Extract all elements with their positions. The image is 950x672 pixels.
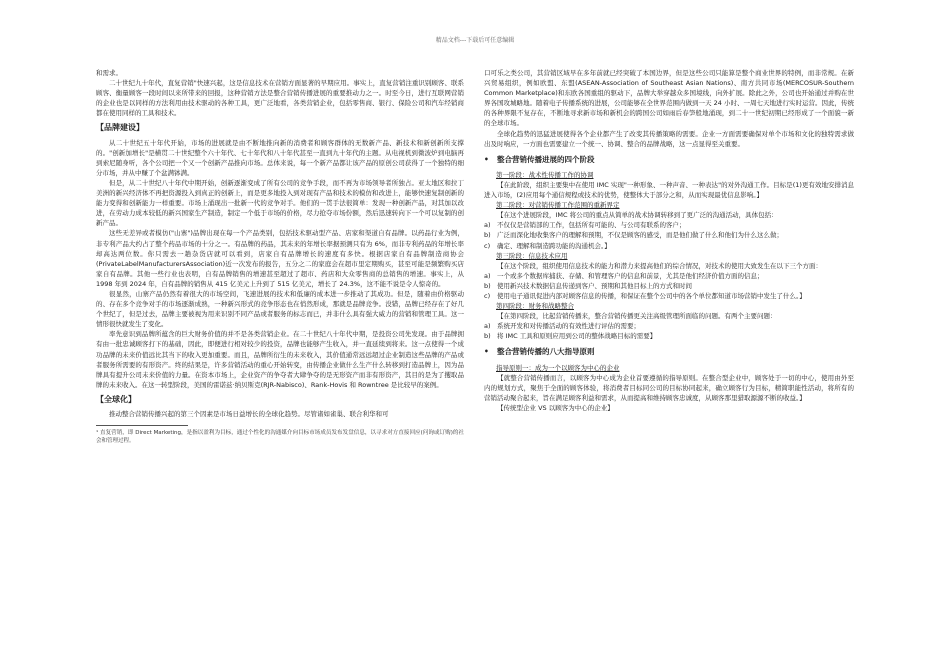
list-item-text: 使用电子通讯促进内部对顾客信息的传播，和保证在整个公司中的各个单位都知道市场营销中发生了什么。】: [497, 291, 806, 300]
paragraph: 很显然，山寨产品仍然有着很大的市场空间，飞速进展的技术和低廉的成本进一步推动了其成功。但是，随着由价格驱动的、存在多个竞争对手的市场逐渐成熟，一种新兴形式的竞争形态也在悄然形成，那就是品牌竞争。没错，品牌已经存在了好几个世纪了，但是过去，品牌主要被视为用来识别不同产品或者服务的标志而已，并非什么具有强大威力的营销和管理工具。这一情形很快就发生了变化。: [96, 289, 464, 329]
paragraph: 但是，从二十世纪八十年代中期开始，创新逐渐变成了所有公司的竞争手段，而不再为市场领导者所独占。亚太地区和拉丁美洲的新兴经济体不再把资源投入到真正的创新上，而是更多地投入到对现有产品和技术的模仿和改进上，能够快速复制创新的能力变得和创新能力一样重要。市场上涌现出一批新一代的竞争对手。他们的一贯手法很简单：发现一种创新产品，对其加以改进，在劳动力成本较低的新兴国家生产制造，制定一个低于市场的价格，尽力抢夺市场份额，然后迅速转向下一个可以复制的创新产品。: [96, 178, 464, 228]
list-item: [484, 291, 854, 301]
bullet-icon: •: [484, 347, 489, 357]
paragraph: 这些无差异或者模仿("山寨")品牌出现在每一个产品类别，包括技术驱动型产品、店家和渠道自有品牌。以药品行业为例，非专利产品大约占了整个药品市场的十分之一。有品牌的药品，其未来的年增长率据预测只有为 6%，而非专利药品的年增长率却高达两位数。你只需去一趟杂货店就可以看到，店家自有品牌增长的速度有多快。根据店家自有品牌制造商协会(PrivateLabelManufacturersAssociation)近一次发布的报告，五分之二的家庭会在超市里定期购买，甚至可能是频繁购买店家自有品牌。其他一些行业也表明，自有品牌销售的增速甚至超过了超市、药店和大众零售商的总销售的增速。事实上，从 1998 年到 2024 年，自有品牌的销售从 415 亿美元上升到了 515 亿美元，增长了 24.3%，这不能不说是令人惊奇的。: [96, 229, 464, 288]
paragraph: 推动整合营销传播兴起的第三个因素是市场日益增长的全球化趋势。尽管诸如雀巢、联合利华和可: [109, 410, 389, 418]
stage-subheading: 第二阶段：对营销传播工作范围的重新界定: [496, 201, 620, 210]
paragraph: 和需求。: [96, 69, 122, 77]
bullet-icon: •: [484, 154, 489, 164]
list-marker: a): [484, 271, 491, 280]
list-item-text: 一个或多个数据库捕获、存储、和管理客户的信息和前景，尤其是他们经济价值方面的信息；: [497, 271, 764, 280]
paragraph: 口可乐之类公司，其营销区域早在多年前就已经突破了本国边界，但是这些公司只能算是整个商业世界的特例，而非常规。在新兴贸易组织，例如欧盟、东盟(ASEAN-Association of Southeast Asian Nations)、南方共同市场(MERCOSUR-Southern Common Marketplace)和东欧各国重组的驱动下，品牌大举穿越众多国境线，向外扩展。除此之外，公司也开始通过并购在世界各国攻城略地。随着电子传播系统的进展，公司能够在全世界范围内做到一天 24 小时、一周七天地进行实时运营。因此，传统的各种界限不复存在，不断地寻求新市场和新机会的跨国公司如雨后春笋般地涌现，到二十一世纪初期已经形成了一个面貌一新的全球市场。: [484, 69, 854, 128]
list-item: [484, 331, 854, 341]
right-column: [484, 68, 854, 413]
paragraph: 【在这个阶段，组织使用信息技术的能力和潜力来提高他们的综合情况，对技术的使用大致发生在以下三个方面：: [497, 261, 822, 270]
paragraph: 【在这个进展阶段，IMC 将公司的重点从简单的战术协调转移到了更广泛的沟通活动，具体包括：: [497, 211, 778, 220]
list-item-text: 确定、理解和制造跨功能的沟通机会。】: [497, 241, 611, 250]
list-item-text: 广泛而深化地收集客户的理解和预期，不仅是顾客的感受，而是他们做了什么和他们为什么这么做；: [497, 231, 783, 240]
section-heading: 【全球化】: [96, 394, 136, 404]
paragraph: 【在此阶段，组织主要集中在使用 IMC 实现"一种形象、一种声音、一种表达"的对外沟通工作。目标是(1)更有效地安排消息进入市场，(2)应用每个通信规程或技术的优势，使整体大于部分之和，从而实现最优信息影响。】: [484, 180, 854, 200]
list-marker: b): [484, 332, 491, 341]
stage-subheading: 第一阶段：战术性传播工作的协调: [496, 170, 594, 179]
list-item-text: 不仅仅是营销部的工作，包括所有可能的、与公司有联系的客户；: [497, 221, 686, 230]
list-marker: a): [484, 221, 491, 230]
paragraph: 二十世纪九十年代，直复营销"快速兴起，这是信息技术在营销方面显著的早期应用。事实上，直复营销注重识别顾客、联系顾客、衡量顾客一段时间以来所带来的回报，这种营销方法是整合营销传播进展的重要推动力之一。时至今日，进行互联网营销的企业也是以同样的方法利用由技术驱动的各种工具，更广泛地看，各类营销企业，包括零售商、银行、保险公司和汽车经销商都在使用同样的工具和技术。: [96, 79, 464, 118]
paragraph: 【传统型企业 VS 以顾客为中心的企业】: [497, 403, 614, 412]
footnote-rule: [96, 425, 188, 426]
paragraph: 【在第四阶段，比起营销传播来，整合营销传播更关注高级管理所面临的问题。有两个主要问题：: [497, 312, 777, 321]
list-item: [484, 281, 854, 291]
list-item: [484, 321, 854, 331]
paragraph: 从二十世纪五十年代开始，市场的进展就是由不断地推向新的消费者和顾客群体的无数新产品、新技术和新创新所支撑的。"创新加增长"是横贯二十世纪整个六十年代、七十年代和八十年代甚至一直到九十年代的主题。从电视机到微波炉到电脑再到索尼随身听，各个公司把一个又一个创新产品推向市场。总体来说，每一个新产品都让该产品的原创公司获得了一个独特的细分市场，并从中赚了个盆满钵满。: [96, 138, 464, 177]
list-item: [484, 230, 854, 240]
bullet-heading: [484, 347, 854, 357]
bullet-heading-text: 整合营销传播进展的四个阶段: [497, 154, 595, 164]
list-item-text: 将 IMC 工具和原则应用到公司的整体战略目标的需要】: [497, 332, 657, 341]
list-item-text: 使用新兴技术数据信息传递到客户、预期和其他目标上的方式和时间: [497, 281, 692, 290]
paragraph: 率先意识到品牌所蕴含的巨大财务价值的并不是各类营销企业。在二十世纪八十年代中期，是投资公司先发现。由于品牌拥有由一批忠诚顾客打下的基础，因此，即便进行相对较少的投资，品牌也能够产生收入，并一直延续到将来。这一点使得一个成功品牌的未来价值远比其当下的收入更加重要。而且，品牌所衍生的未来收入，其价值通常远远超过企业制造这些品牌的产品或者服务所需要的有形资产。终的结果是，许多营销活动的重心开始转变，由传播企业做什么生产什么转移到打造品牌上，因为品牌具有提升公司未来价值的力量。在资本市场上，企业资产的争夺者大肆争夺的是无形资产而非有形资产，其目的是为了攫取品牌的未来收入。在这一转型阶段，美国的雷诺兹·纳贝斯克(RJR-Nabisco)、Rank-Hovis 和 Rowntree 是比较早的案例。: [96, 330, 464, 389]
paragraph: 【就整合营销传播而言，以顾客为中心成为企业首要遵循的指导原则。在整合型企业中，顾客处于一切的中心，使用由外至内的规划方式，聚焦于全面的顾客体验，将消费者目标同公司的目标协同起来，确立顾客行为目标，精简职能性活动，将所有的营销活动聚合起来，旨在满足顾客利益和需求，从而提高和维持顾客忠诚度，从顾客那里猎取源源不断的收益。】: [484, 373, 854, 402]
list-item: [484, 241, 854, 251]
stage-subheading: 第三阶段：信息技术应用: [496, 251, 568, 260]
footnote: ¹ 直复营销，即 Direct Marketing，是指以盈利为目标，通过个性化的沟通媒介向目标市场成员发布发盘信息，以寻求对方直接回应(问询或订购)的社会和管理过程。: [96, 430, 464, 445]
left-column: [96, 68, 464, 445]
list-item: [484, 271, 854, 281]
list-marker: b): [484, 231, 491, 240]
list-marker: b): [484, 281, 491, 290]
list-item-text: 系统开发和对传播活动的有效性进行评估的需要；: [497, 322, 640, 331]
list-marker: c): [484, 291, 491, 300]
stage-subheading: 第四阶段：财务和战略整合: [496, 302, 574, 311]
bullet-heading: [484, 155, 854, 165]
page-header: 精品文档---下载后可任意编辑: [435, 37, 515, 44]
list-marker: a): [484, 322, 491, 331]
section-heading: 【品牌建设】: [96, 123, 144, 133]
list-item: [484, 220, 854, 230]
list-marker: c): [484, 241, 491, 250]
paragraph: 全球化趋势的迅猛进展使得各个企业都产生了改变其传播策略的需要。企业一方面需要确保对单个市场和文化的独特需求做出及时响应，一方面也需要建立一个统一、协调、整合的品牌战略，这一点显得至关重要。: [484, 129, 854, 148]
stage-subheading: 指导原则一：成为一个以顾客为中心的企业: [496, 363, 620, 372]
bullet-heading-text: 整合营销传播的八大指导原则: [497, 347, 595, 357]
